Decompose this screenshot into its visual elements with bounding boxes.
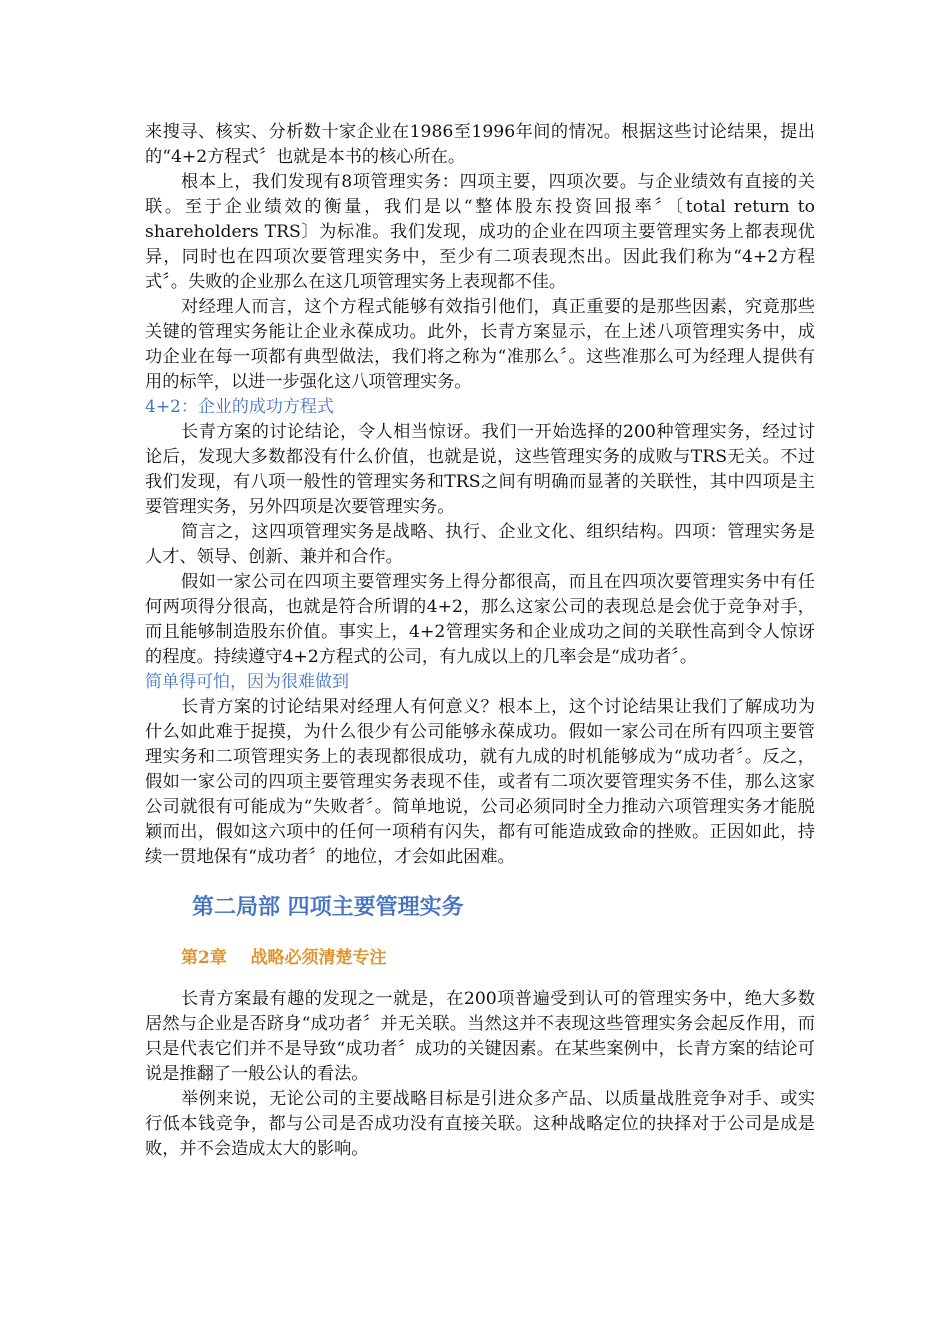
document-page	[145, 120, 815, 1162]
body-paragraph: 长青方案的讨论结论，令人相当惊讶。我们一开始选择的200种管理实务，经过讨论后，发现大多数都没有什么价值，也就是说，这些管理实务的成败与TRS无关。不过我们发现，有八项一般性的管理实务和TRS之间有明确而显著的关联性，其中四项是主要管理实务，另外四项是次要管理实务。	[145, 422, 815, 517]
body-paragraph: 长青方案最有趣的发现之一就是，在200项普遍受到认可的管理实务中，绝大多数居然与企业是否跻身“成功者〞并无关联。当然这并不表现这些管理实务会起反作用，而只是代表它们并不是导致“成功者〞成功的关键因素。在某些案例中，长青方案的结论可说是推翻了一般公认的看法。	[145, 989, 815, 1084]
body-paragraph: 举例来说，无论公司的主要战略目标是引进众多产品、以质量战胜竞争对手、或实行低本钱竞争，都与公司是否成功没有直接关联。这种战略定位的抉择对于公司是成是败，并不会造成太大的影响。	[145, 1089, 815, 1159]
body-paragraph: 假如一家公司在四项主要管理实务上得分都很高，而且在四项次要管理实务中有任何两项得分很高，也就是符合所谓的4+2，那么这家公司的表现总是会优于竞争对手，而且能够制造股东价值。事实上，4+2管理实务和企业成功之间的关联性高到令人惊讶的程度。持续遵守4+2方程式的公司，有九成以上的几率会是“成功者〞。	[145, 572, 815, 667]
body-paragraph: 来搜寻、核实、分析数十家企业在1986至1996年间的情况。根据这些讨论结果，提出的“4+2方程式〞也就是本书的核心所在。	[145, 122, 815, 167]
chapter-title: 第2章 战略必须清楚专注	[181, 948, 387, 968]
body-paragraph: 简言之，这四项管理实务是战略、执行、企业文化、组织结构。四项：管理实务是人才、领导、创新、兼并和合作。	[145, 522, 815, 567]
body-paragraph: 根本上，我们发现有8项管理实务：四项主要，四项次要。与企业绩效有直接的关联。至于企业绩效的衡量，我们是以“整体股东投资回报率〞〔total return to shareholders TRS〕为标准。我们发现，成功的企业在四项主要管理实务上都表现优异，同时也在四项次要管理实务中，至少有二项表现杰出。因此我们称为“4+2方程式〞。失败的企业那么在这几项管理实务上表现都不佳。	[145, 172, 815, 292]
body-paragraph: 长青方案的讨论结果对经理人有何意义？根本上，这个讨论结果让我们了解成功为什么如此难于捉摸，为什么很少有公司能够永葆成功。假如一家公司在所有四项主要管理实务和二项管理实务上的表现都很成功，就有九成的时机能够成为“成功者〞。反之，假如一家公司的四项主要管理实务表现不佳，或者有二项次要管理实务不佳，那么这家公司就很有可能成为“失败者〞。简单地说，公司必须同时全力推动六项管理实务才能脱颖而出，假如这六项中的任何一项稍有闪失，都有可能造成致命的挫败。正因如此，持续一贯地保有“成功者〞的地位，才会如此困难。	[145, 697, 815, 867]
body-paragraph: 对经理人而言，这个方程式能够有效指引他们，真正重要的是那些因素，究竟那些关键的管理实务能让企业永葆成功。此外，长青方案显示，在上述八项管理实务中，成功企业在每一项都有典型做法，我们将之称为“准那么〞。这些准那么可为经理人提供有用的标竿，以进一步强化这八项管理实务。	[145, 297, 815, 392]
section-subheading: 4+2：企业的成功方程式	[145, 397, 334, 417]
section-subheading: 简单得可怕，因为很难做到	[145, 672, 349, 692]
part-title: 第二局部 四项主要管理实务	[192, 895, 464, 920]
